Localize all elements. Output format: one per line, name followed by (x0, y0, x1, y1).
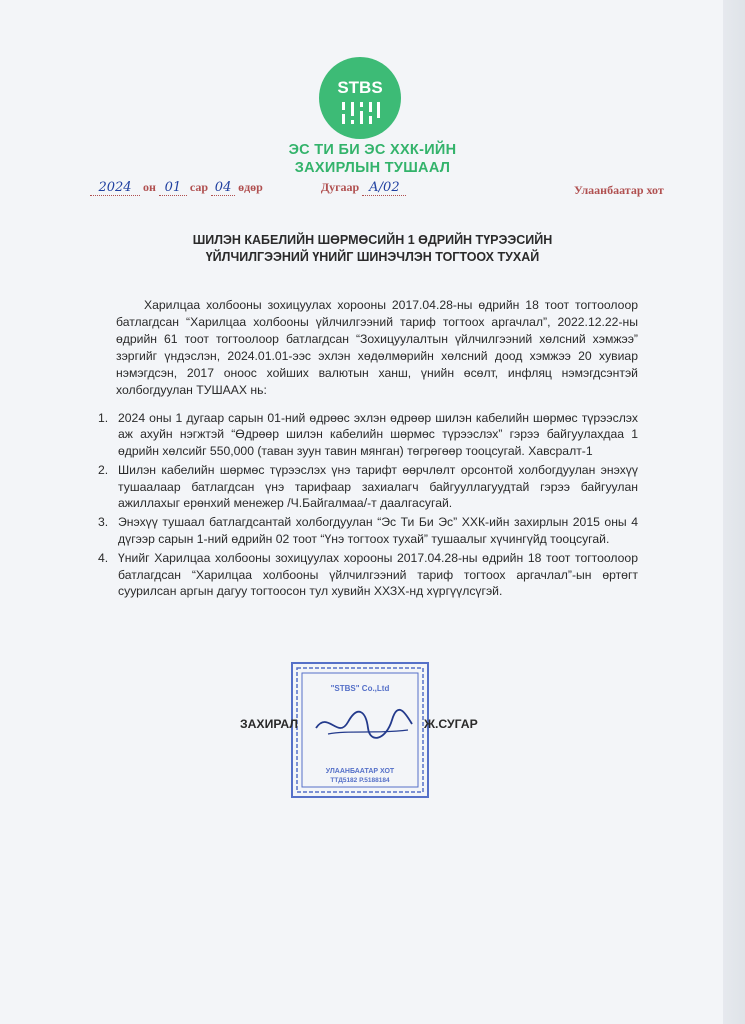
logo-text: STBS (337, 78, 383, 97)
item-number: 2. (98, 463, 109, 478)
stamp-bottom-text1: УЛААНБААТАР ХОТ (325, 768, 395, 775)
number-label: Дугаар (320, 180, 360, 194)
order-items-list (98, 410, 638, 599)
list-item (98, 462, 638, 511)
list-item (98, 410, 638, 459)
handwritten-signature (308, 700, 418, 750)
month-suffix: сар (189, 180, 209, 194)
city: Улаанбаатар хот (574, 183, 664, 197)
item-text: Шилэн кабелийн шөрмөс түрээслэх үнэ тарифт өөрчлөлт орсонтой холбогдуулан энэхүү тушаалаар батлагдсан үнэ тарифаар захиалагч байгууллагуудтай гэрээ байгуулан ажиллахыг ерөнхий менежер /Ч.Байгалмаа/-т даалгасугай. (118, 463, 638, 511)
company-name-line2: ЗАХИРЛЫН ТУШААЛ (294, 160, 451, 176)
stbs-logo-icon (318, 56, 402, 140)
date-year: 2024 (90, 180, 140, 196)
title-line2: ҮЙЛЧИЛГЭЭНИЙ ҮНИЙГ ШИНЭЧЛЭН ТОГТООХ ТУХАЙ (205, 250, 540, 264)
item-number: 3. (98, 515, 109, 530)
title-line1: ШИЛЭН КАБЕЛИЙН ШӨРМӨСИЙН 1 ӨДРИЙН ТҮРЭЭСИЙН (192, 233, 553, 247)
item-number: 4. (98, 551, 109, 566)
item-number: 1. (98, 411, 109, 425)
preamble-paragraph (116, 297, 638, 399)
preamble-text: Харилцаа холбооны зохицуулах хорооны 2017.04.28-ны өдрийн 18 тоот тогтоолоор батлагдсан “Харилцаа холбооны үйлчилгээний тариф тогтоох аргачлал”, 2022.12.22-ны өдрийн 61 тоот тогтоолоор батлагдсан “Зохицуулалтын үйлчилгээний хөлсний хэмжээ” зэргийг үндэслэн, 2024.01.01-ээс эхлэн хөдөлмөрийн хөлсний доод хэмжээ 20 хувиар нэмэгдсэн, 2017 оноос хойших валютын ханш, үнийн өсөлт, инфляц нэмэгдсэнтэй холбогдуулан ТУШААХ нь: (116, 298, 638, 397)
day-suffix: өдөр (238, 180, 263, 194)
date-month: 01 (159, 180, 187, 196)
item-text: Энэхүү тушаал батлагдсантай холбогдуулан “Эс Ти Би Эс” ХХК-ийн захирлын 2015 оны 4 дүгээр сарын 1-ний өдрийн 02 тоот “Үнэ тогтоох тухай” тушаалыг хүчингүйд тооцсугай. (118, 515, 638, 546)
stamp-top-text: "STBS" Co.,Ltd (330, 684, 390, 693)
order-number: А/02 (362, 180, 406, 196)
signer-position: ЗАХИРАЛ (240, 717, 298, 731)
date-day: 04 (211, 180, 235, 196)
stamp-bottom-text2: ТТД5182 Р.5188184 (330, 777, 390, 784)
list-item (98, 550, 638, 599)
item-text: 2024 оны 1 дугаар сарын 01-ний өдрөөс эхлэн өдрөөр шилэн кабелийн шөрмөс түрээслэх аж ахуйн нэгжтэй “Өдрөөр шилэн кабелийн шөрмөс түрээслэх” гэрээ байгуулахдаа 1 өдрийн хөлсийг 550,000 (таван зуун тавин мянган) төгрөгөөр тооцсугай. Хавсралт-1 (118, 411, 638, 458)
item-text: Үнийг Харилцаа холбооны зохицуулах хорооны 2017.04.28-ны өдрийн 18 тоот тогтоолоор батлагдсан “Харилцаа холбооны үйлчилгээний тариф тогтоох аргачлал”-ын өртөгт суурилсан аргын дагуу тогтоосон тул хувийн ХХЗХ-нд хүргүүлсүгэй. (118, 551, 638, 599)
signer-name: Ж.СУГАР (424, 717, 478, 731)
year-suffix: он (143, 180, 156, 194)
list-item (98, 514, 638, 547)
date-number-line (90, 180, 406, 196)
company-name-line1: ЭС ТИ БИ ЭС ХХК-ИЙН (288, 142, 457, 158)
